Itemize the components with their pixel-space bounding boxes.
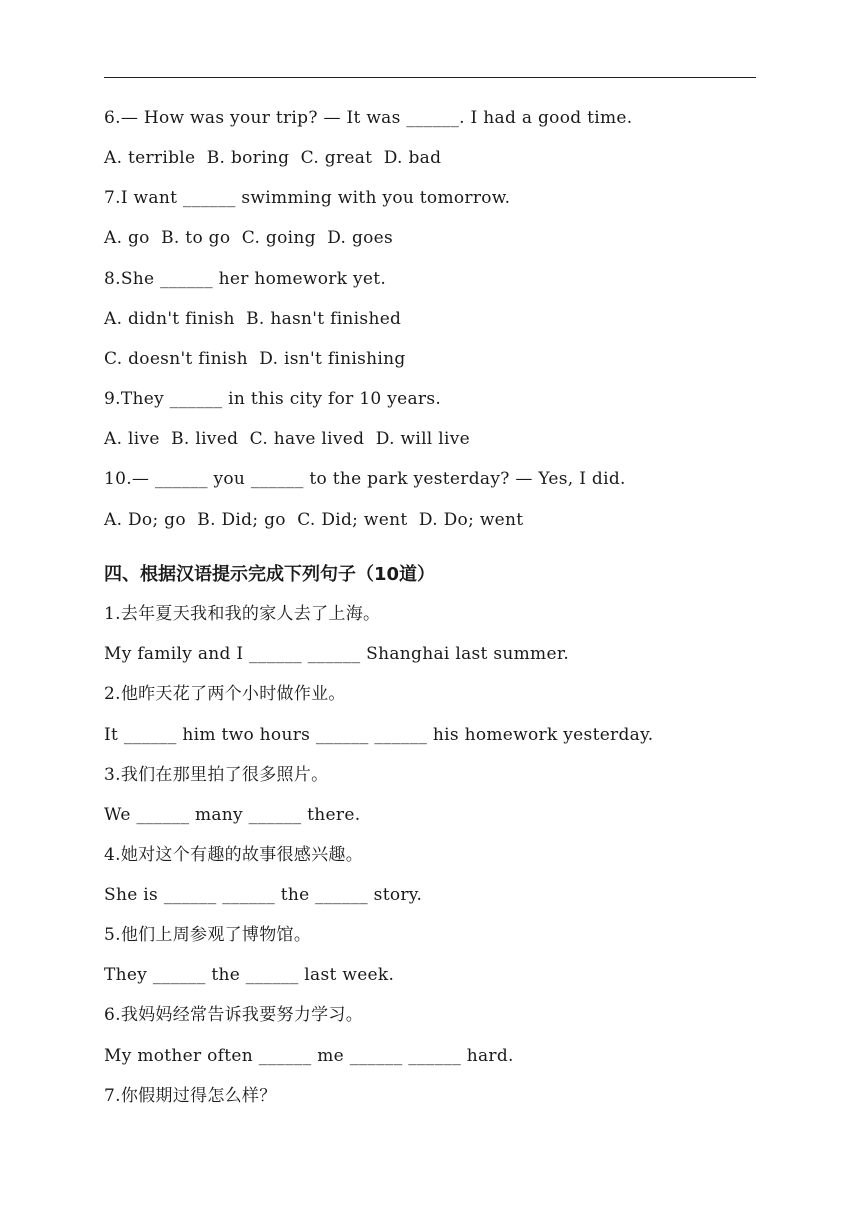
question-7: 7.I want ______ swimming with you tomorrow.	[104, 188, 511, 208]
translation-item-7-chinese: 7.你假期过得怎么样？	[104, 1086, 277, 1106]
translation-item-1-english: My family and I ______ ______ Shanghai last summer.	[104, 644, 570, 664]
question-10: 10.— ______ you ______ to the park yesterday? — Yes, I did.	[104, 469, 626, 489]
translation-item-3-chinese: 3.我们在那里拍了很多照片。	[104, 765, 329, 785]
question-9: 9.They ______ in this city for 10 years.	[104, 389, 442, 409]
question-9-options: A. live B. lived C. have lived D. will live	[104, 429, 470, 449]
question-7-options: A. go B. to go C. going D. goes	[104, 228, 394, 248]
translation-item-2-chinese: 2.他昨天花了两个小时做作业。	[104, 684, 346, 704]
section-heading: 四、根据汉语提示完成下列句子（10道）	[104, 564, 436, 585]
translation-item-4-chinese: 4.她对这个有趣的故事很感兴趣。	[104, 845, 364, 865]
question-8-options-row-2: C. doesn't finish D. isn't finishing	[104, 349, 406, 369]
translation-item-3-english: We ______ many ______ there.	[104, 805, 361, 825]
question-6: 6.— How was your trip? — It was ______. I had a good time.	[104, 108, 633, 128]
translation-item-5-chinese: 5.他们上周参观了博物馆。	[104, 925, 312, 945]
question-8-options-row-1: A. didn't finish B. hasn't finished	[104, 309, 402, 329]
question-8: 8.She ______ her homework yet.	[104, 269, 387, 289]
translation-item-5-english: They ______ the ______ last week.	[104, 965, 395, 985]
translation-item-1-chinese: 1.去年夏天我和我的家人去了上海。	[104, 604, 381, 624]
question-6-options: A. terrible B. boring C. great D. bad	[104, 148, 442, 168]
translation-item-2-english: It ______ him two hours ______ ______ his homework yesterday.	[104, 725, 654, 745]
translation-item-6-chinese: 6.我妈妈经常告诉我要努力学习。	[104, 1005, 364, 1025]
translation-item-4-english: She is ______ ______ the ______ story.	[104, 885, 423, 905]
translation-item-6-english: My mother often ______ me ______ ______ hard.	[104, 1046, 514, 1066]
question-10-options: A. Do; go B. Did; go C. Did; went D. Do; went	[104, 510, 524, 530]
header-rule	[104, 77, 756, 78]
